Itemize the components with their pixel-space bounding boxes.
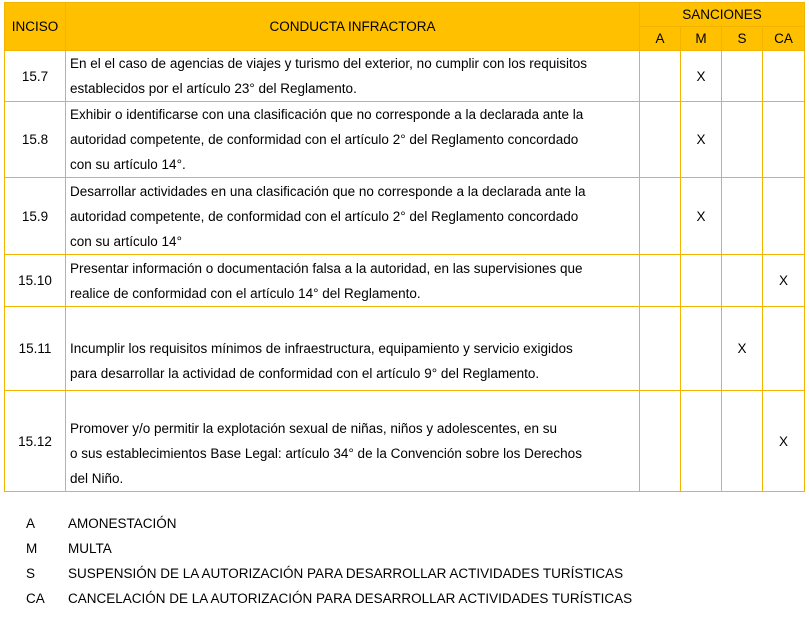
sanction-m-cell: X (681, 51, 722, 102)
conducta-line (70, 391, 635, 416)
sanction-s-cell (722, 102, 763, 178)
inciso-cell: 15.7 (5, 51, 66, 102)
table-row (5, 255, 805, 307)
header-s: S (722, 27, 763, 51)
sanction-ca-cell: X (763, 391, 805, 492)
sanction-s-cell (722, 51, 763, 102)
conducta-line: realice de conformidad con el artículo 14° del Reglamento. (70, 285, 421, 301)
sanction-a-cell (640, 391, 681, 492)
sanction-ca-cell (763, 102, 805, 178)
sanction-a-cell (640, 102, 681, 178)
sanction-ca-cell (763, 178, 805, 255)
conducta-line: autoridad competente, de conformidad con el artículo 2° del Reglamento concordado (70, 132, 579, 147)
legend-text: AMONESTACIÓN (68, 516, 177, 531)
sanction-a-cell (640, 307, 681, 391)
conducta-line: con su artículo 14°. (70, 157, 186, 172)
conducta-line: del Niño. (70, 471, 124, 486)
sanction-m-cell (681, 307, 722, 391)
inciso-cell: 15.10 (5, 255, 66, 307)
legend-code: S (26, 566, 36, 581)
table-row (5, 102, 805, 178)
conducta-cell (66, 391, 640, 492)
conducta-line: para desarrollar la actividad de conformidad con el artículo 9° del Reglamento. (70, 366, 540, 381)
table-row (5, 307, 805, 391)
sanction-s-cell (722, 255, 763, 307)
inciso-cell: 15.9 (5, 178, 66, 255)
sanction-a-cell (640, 255, 681, 307)
sanction-s-cell (722, 178, 763, 255)
header-m: M (681, 27, 722, 51)
sanctions-table (4, 2, 805, 492)
sanction-ca-cell (763, 307, 805, 391)
conducta-line: Presentar información o documentación falsa a la autoridad, en las supervisiones que (70, 260, 583, 276)
sanction-ca-cell (763, 51, 805, 102)
conducta-line: Exhibir o identificarse con una clasificación que no corresponde a la declarada ante la (70, 107, 584, 122)
conducta-line: Desarrollar actividades en una clasificación que no corresponde a la declarada ante la (70, 183, 586, 199)
legend-text: SUSPENSIÓN DE LA AUTORIZACIÓN PARA DESARROLLAR ACTIVIDADES TURÍSTICAS (68, 566, 624, 581)
sanctions-legend (26, 511, 632, 611)
conducta-cell (66, 102, 640, 178)
sanction-m-cell (681, 391, 722, 492)
header-sanciones: SANCIONES (640, 3, 805, 27)
conducta-line: con su artículo 14° (70, 233, 182, 249)
conducta-cell (66, 51, 640, 102)
sanction-m-cell: X (681, 178, 722, 255)
conducta-line: o sus establecimientos Base Legal: artículo 34° de la Convención sobre los Derechos (70, 446, 582, 461)
legend-item (26, 561, 632, 586)
table-row (5, 178, 805, 255)
legend-item (26, 586, 632, 611)
conducta-line: establecidos por el artículo 23° del Reglamento. (70, 81, 357, 96)
conducta-cell (66, 307, 640, 391)
conducta-cell (66, 178, 640, 255)
legend-item (26, 511, 632, 536)
legend-item (26, 536, 632, 561)
conducta-cell (66, 255, 640, 307)
inciso-cell: 15.12 (5, 391, 66, 492)
legend-text: MULTA (68, 541, 112, 556)
conducta-line (70, 311, 635, 336)
inciso-cell: 15.8 (5, 102, 66, 178)
header-a: A (640, 27, 681, 51)
legend-code: CA (26, 591, 45, 606)
conducta-line: Incumplir los requisitos mínimos de infraestructura, equipamiento y servicio exigidos (70, 341, 573, 356)
legend-text: CANCELACIÓN DE LA AUTORIZACIÓN PARA DESARROLLAR ACTIVIDADES TURÍSTICAS (68, 591, 633, 606)
sanction-a-cell (640, 178, 681, 255)
table-row (5, 391, 805, 492)
sanction-m-cell: X (681, 102, 722, 178)
legend-code: M (26, 541, 38, 556)
conducta-line: En el el caso de agencias de viajes y turismo del exterior, no cumplir con los requisitos (70, 56, 588, 71)
inciso-cell: 15.11 (5, 307, 66, 391)
sanctions-table-body (5, 51, 805, 492)
table-row (5, 51, 805, 102)
sanction-a-cell (640, 51, 681, 102)
sanction-ca-cell: X (763, 255, 805, 307)
conducta-line: Promover y/o permitir la explotación sexual de niñas, niños y adolescentes, en su (70, 421, 558, 436)
legend-code: A (26, 516, 36, 531)
header-conducta-infractora: CONDUCTA INFRACTORA (66, 3, 640, 51)
header-ca: CA (763, 27, 805, 51)
sanction-s-cell: X (722, 307, 763, 391)
conducta-line: autoridad competente, de conformidad con el artículo 2° del Reglamento concordado (70, 208, 579, 224)
sanction-s-cell (722, 391, 763, 492)
header-inciso: INCISO (5, 3, 66, 51)
sanction-m-cell (681, 255, 722, 307)
